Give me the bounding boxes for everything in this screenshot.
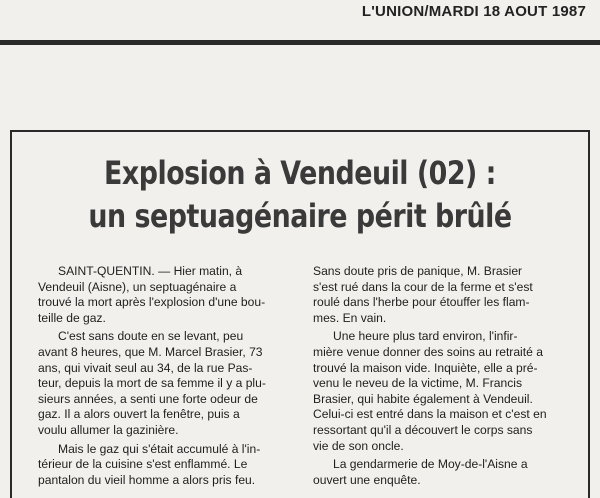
text-line: roulé dans l'herbe pour étouffer les flam- bbox=[313, 295, 530, 310]
text-line: térieur de la cuisine s'est enflammé. Le bbox=[38, 457, 248, 472]
text-line: Mais le gaz qui s'était accumulé à l'in- bbox=[58, 441, 261, 456]
text-line: ressortant qu'il a découvert le corps sans bbox=[313, 422, 533, 437]
text-line: sieurs années, a senti une forte odeur de bbox=[38, 391, 258, 406]
text-line: ans, qui vivait seul au 34, de la rue Pas- bbox=[38, 360, 253, 375]
paragraph bbox=[38, 329, 296, 438]
text-line: ouvert une enquête. bbox=[313, 472, 421, 487]
text-line: Sans doute pris de panique, M. Brasier bbox=[313, 264, 523, 278]
text-line: s'est rué dans la cour de la ferme et s'est bbox=[313, 279, 533, 294]
text-line: Vendeuil (Aisne), un septuagénaire a bbox=[38, 279, 237, 294]
text-line: La gendarmerie de Moy-de-l'Aisne a bbox=[333, 457, 528, 472]
text-line: trouvé la maison vide. Inquiète, elle a pré- bbox=[313, 360, 538, 375]
paragraph bbox=[38, 442, 296, 489]
text-line: pantalon du vieil homme a alors pris feu. bbox=[38, 472, 256, 487]
text-line: Brasier, qui habite également à Vendeuil. bbox=[313, 391, 533, 406]
newspaper-masthead: L'UNION/MARDI 18 AOUT 1987 bbox=[361, 3, 586, 20]
text-line: teille de gaz. bbox=[38, 310, 106, 325]
article-column-left bbox=[38, 264, 296, 491]
text-line: Une heure plus tard environ, l'infir- bbox=[333, 329, 518, 344]
text-line: mes. En vain. bbox=[313, 310, 387, 325]
text-line: trouvé la mort après l'explosion d'une bou- bbox=[38, 295, 266, 310]
text-line: vie de son oncle. bbox=[313, 438, 404, 453]
text-line: Celui-ci est entré dans la maison et c'est en bbox=[313, 407, 547, 422]
text-line: gaz. Il a alors ouvert la fenêtre, puis a bbox=[38, 407, 240, 422]
article-column-right bbox=[313, 264, 571, 491]
header-rule bbox=[0, 40, 600, 45]
text-line: voulu allumer la gazinière. bbox=[38, 422, 179, 437]
paragraph bbox=[38, 264, 296, 326]
text-line: mière venue donner des soins au retraité a bbox=[313, 344, 543, 359]
paragraph bbox=[313, 457, 571, 488]
text-line: avant 8 heures, que M. Marcel Brasier, 73 bbox=[38, 344, 263, 359]
text-line: C'est sans doute en se levant, peu bbox=[58, 329, 244, 344]
text-line: SAINT-QUENTIN. — Hier matin, à bbox=[58, 264, 243, 278]
text-line: venu le neveu de la victime, M. Francis bbox=[313, 376, 523, 391]
headline-line-2: un septuagénaire périt brûlé bbox=[88, 197, 512, 235]
article-headline bbox=[48, 152, 552, 238]
paragraph bbox=[313, 264, 571, 326]
headline-line-1: Explosion à Vendeuil (02) : bbox=[104, 154, 496, 192]
paragraph bbox=[313, 329, 571, 454]
text-line: teur, depuis la mort de sa femme il y a plu- bbox=[38, 376, 266, 391]
